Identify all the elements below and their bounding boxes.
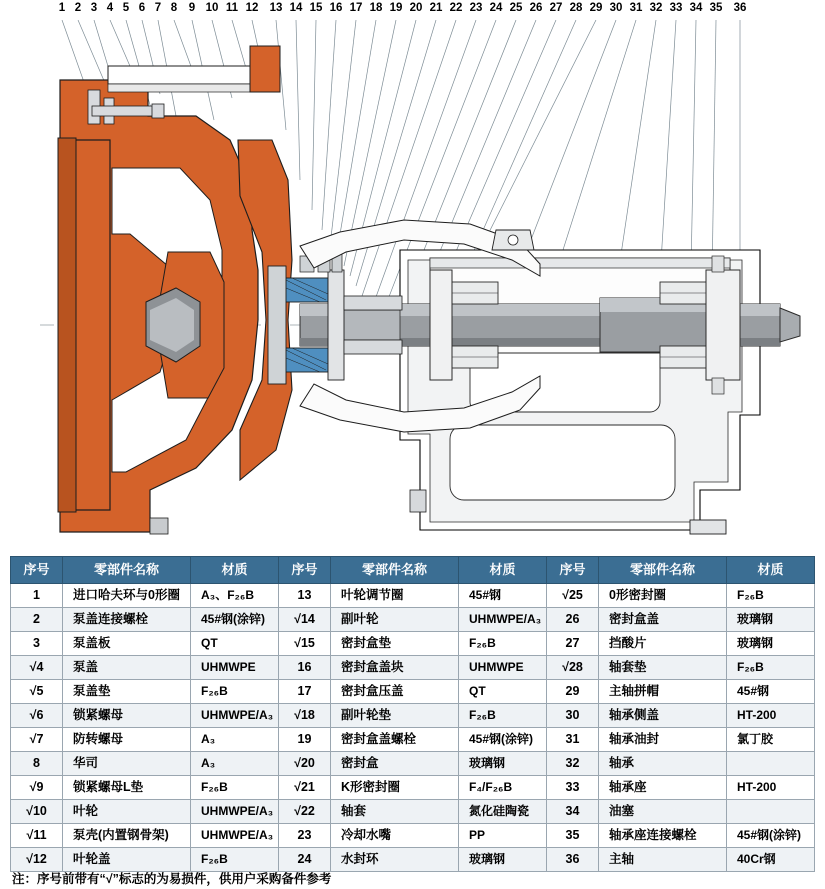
wear-part-check-icon: √ <box>294 708 301 722</box>
part-name: 进口哈夫环与0形圈 <box>63 584 191 608</box>
table-row <box>11 800 815 824</box>
wear-part-check-icon: √ <box>29 708 37 722</box>
wear-part-check-icon: √ <box>29 780 37 794</box>
part-number: 26 <box>547 608 599 632</box>
callout-number-27: 27 <box>549 2 563 14</box>
part-name: 副叶轮 <box>331 608 459 632</box>
part-number: √5 <box>11 680 63 704</box>
part-name: 0形密封圈 <box>599 584 727 608</box>
part-name: 叶轮盖 <box>63 848 191 872</box>
part-number: √11 <box>11 824 63 848</box>
callout-number-24: 24 <box>489 2 503 14</box>
callout-number-3: 3 <box>90 2 98 14</box>
callout-number-33: 33 <box>669 2 683 14</box>
header-name-3: 零部件名称 <box>599 557 727 584</box>
table-row <box>11 848 815 872</box>
part-number: 23 <box>279 824 331 848</box>
callout-number-34: 34 <box>689 2 703 14</box>
part-number: 33 <box>547 776 599 800</box>
callout-number-15: 15 <box>309 2 323 14</box>
header-no-3: 序号 <box>547 557 599 584</box>
header-no-2: 序号 <box>279 557 331 584</box>
part-material: F₂₆B <box>727 656 815 680</box>
part-material: HT-200 <box>727 776 815 800</box>
header-material-2: 材质 <box>459 557 547 584</box>
part-material: 氮化硅陶瓷 <box>459 800 547 824</box>
callout-number-11: 11 <box>225 2 239 14</box>
callout-number-19: 19 <box>389 2 403 14</box>
part-number: 31 <box>547 728 599 752</box>
callout-number-8: 8 <box>170 2 178 14</box>
callout-number-16: 16 <box>329 2 343 14</box>
part-material: 40Cr钢 <box>727 848 815 872</box>
part-material: F₂₆B <box>191 680 279 704</box>
callout-number-14: 14 <box>289 2 303 14</box>
callout-number-9: 9 <box>188 2 196 14</box>
part-number: 3 <box>11 632 63 656</box>
part-material: QT <box>191 632 279 656</box>
callout-number-28: 28 <box>569 2 583 14</box>
part-number: 17 <box>279 680 331 704</box>
callout-number-26: 26 <box>529 2 543 14</box>
wear-part-check-icon: √ <box>294 804 301 818</box>
table-row <box>11 776 815 800</box>
wear-part-check-icon: √ <box>294 780 301 794</box>
part-number: 24 <box>279 848 331 872</box>
part-material: HT-200 <box>727 704 815 728</box>
part-number: √25 <box>547 584 599 608</box>
part-name: 泵壳(内置钢骨架) <box>63 824 191 848</box>
header-material-1: 材质 <box>191 557 279 584</box>
part-name: 泵盖垫 <box>63 680 191 704</box>
part-material: QT <box>459 680 547 704</box>
part-number: √9 <box>11 776 63 800</box>
part-name: 泵盖连接螺栓 <box>63 608 191 632</box>
table-row <box>11 632 815 656</box>
part-name: 冷却水嘴 <box>331 824 459 848</box>
callout-number-20: 20 <box>409 2 423 14</box>
part-number: 13 <box>279 584 331 608</box>
part-name: 密封盒垫 <box>331 632 459 656</box>
wear-part-check-icon: √ <box>26 852 33 866</box>
part-material: 45#钢(涂锌) <box>191 608 279 632</box>
part-material: 玻璃钢 <box>727 608 815 632</box>
header-name-1: 零部件名称 <box>63 557 191 584</box>
callout-number-18: 18 <box>369 2 383 14</box>
part-material: 45#钢(涂锌) <box>727 824 815 848</box>
wear-part-check-icon: √ <box>26 804 33 818</box>
part-name: 密封盒盖块 <box>331 656 459 680</box>
table-row <box>11 608 815 632</box>
table-row <box>11 824 815 848</box>
part-material: 45#钢(涂锌) <box>459 728 547 752</box>
part-name: 叶轮调节圈 <box>331 584 459 608</box>
part-material: UHMWPE <box>459 656 547 680</box>
part-number: √12 <box>11 848 63 872</box>
part-material: F₂₆B <box>727 584 815 608</box>
part-material: UHMWPE/A₃ <box>191 824 279 848</box>
part-material: 玻璃钢 <box>459 848 547 872</box>
part-number: 1 <box>11 584 63 608</box>
part-material: A₃ <box>191 728 279 752</box>
part-material: 玻璃钢 <box>727 632 815 656</box>
part-name: 密封盒盖螺栓 <box>331 728 459 752</box>
part-number: 8 <box>11 752 63 776</box>
part-name: 锁紧螺母 <box>63 704 191 728</box>
part-material: A₃、F₂₆B <box>191 584 279 608</box>
parts-table-body <box>11 584 815 872</box>
part-name: 主轴 <box>599 848 727 872</box>
table-header-row <box>11 557 815 584</box>
part-name: 锁紧螺母L垫 <box>63 776 191 800</box>
table-row <box>11 680 815 704</box>
part-number: 2 <box>11 608 63 632</box>
part-name: 密封盒 <box>331 752 459 776</box>
part-number: 32 <box>547 752 599 776</box>
header-name-2: 零部件名称 <box>331 557 459 584</box>
part-material: A₃ <box>191 752 279 776</box>
part-number: 19 <box>279 728 331 752</box>
part-name: 泵盖板 <box>63 632 191 656</box>
wear-part-check-icon: √ <box>29 732 37 746</box>
part-number: √28 <box>547 656 599 680</box>
part-name: 华司 <box>63 752 191 776</box>
part-name: 水封环 <box>331 848 459 872</box>
callout-number-4: 4 <box>106 2 114 14</box>
wear-part-check-icon: √ <box>562 588 569 602</box>
header-material-3: 材质 <box>727 557 815 584</box>
table-row <box>11 752 815 776</box>
part-name: 密封盒盖 <box>599 608 727 632</box>
part-name: 挡酸片 <box>599 632 727 656</box>
part-material: 玻璃钢 <box>459 752 547 776</box>
part-number: √4 <box>11 656 63 680</box>
wear-part-check-icon: √ <box>562 660 569 674</box>
parts-table <box>10 556 815 872</box>
part-material: 45#钢 <box>727 680 815 704</box>
callout-number-10: 10 <box>205 2 219 14</box>
callout-number-13: 13 <box>269 2 283 14</box>
part-number: 34 <box>547 800 599 824</box>
wear-part-check-icon: √ <box>29 660 37 674</box>
part-number: 35 <box>547 824 599 848</box>
part-name: 油塞 <box>599 800 727 824</box>
callout-number-2: 2 <box>74 2 82 14</box>
part-name: 轴承座连接螺栓 <box>599 824 727 848</box>
part-material: UHMWPE/A₃ <box>191 800 279 824</box>
footnote: 注：序号前带有“√”标志的为易损件，供用户采购备件参考 <box>12 872 332 886</box>
callout-number-7: 7 <box>154 2 162 14</box>
table-row <box>11 728 815 752</box>
callout-number-6: 6 <box>138 2 146 14</box>
part-name: 副叶轮垫 <box>331 704 459 728</box>
part-material <box>727 800 815 824</box>
table-row <box>11 656 815 680</box>
wear-part-check-icon: √ <box>26 828 34 842</box>
callout-number-30: 30 <box>609 2 623 14</box>
part-material <box>727 752 815 776</box>
part-name: 密封盒压盖 <box>331 680 459 704</box>
table-row <box>11 584 815 608</box>
callout-number-21: 21 <box>429 2 443 14</box>
callout-number-5: 5 <box>122 2 130 14</box>
part-number: √10 <box>11 800 63 824</box>
part-number: √20 <box>279 752 331 776</box>
wear-part-check-icon: √ <box>294 756 301 770</box>
callout-number-12: 12 <box>245 2 259 14</box>
part-number: 30 <box>547 704 599 728</box>
callout-number-32: 32 <box>649 2 663 14</box>
part-number: √6 <box>11 704 63 728</box>
part-name: 主轴拼帽 <box>599 680 727 704</box>
part-number: 27 <box>547 632 599 656</box>
part-material: UHMWPE/A₃ <box>459 608 547 632</box>
part-name: 轴套垫 <box>599 656 727 680</box>
part-name: 叶轮 <box>63 800 191 824</box>
part-material: 氯丁胶 <box>727 728 815 752</box>
callout-number-29: 29 <box>589 2 603 14</box>
part-number: √22 <box>279 800 331 824</box>
part-name: 轴套 <box>331 800 459 824</box>
wear-part-check-icon: √ <box>29 684 37 698</box>
callout-number-17: 17 <box>349 2 363 14</box>
callout-number-1: 1 <box>58 2 66 14</box>
part-number: 16 <box>279 656 331 680</box>
part-name: 防转螺母 <box>63 728 191 752</box>
part-number: √18 <box>279 704 331 728</box>
part-name: 轴承座 <box>599 776 727 800</box>
part-material: PP <box>459 824 547 848</box>
callout-number-row <box>0 2 825 22</box>
part-number: √21 <box>279 776 331 800</box>
table-row <box>11 704 815 728</box>
callout-number-31: 31 <box>629 2 643 14</box>
callout-number-36: 36 <box>733 2 747 14</box>
callout-number-23: 23 <box>469 2 483 14</box>
part-name: 轴承 <box>599 752 727 776</box>
wear-part-check-icon: √ <box>294 612 301 626</box>
header-no-1: 序号 <box>11 557 63 584</box>
part-name: K形密封圈 <box>331 776 459 800</box>
part-material: UHMWPE <box>191 656 279 680</box>
callout-number-22: 22 <box>449 2 463 14</box>
part-name: 泵盖 <box>63 656 191 680</box>
part-material: 45#钢 <box>459 584 547 608</box>
wear-part-check-icon: √ <box>294 636 301 650</box>
part-name: 轴承油封 <box>599 728 727 752</box>
pump-cross-section-drawing <box>0 20 825 550</box>
part-number: √14 <box>279 608 331 632</box>
part-material: UHMWPE/A₃ <box>191 704 279 728</box>
part-material: F₂₆B <box>459 632 547 656</box>
part-material: F₄/F₂₆B <box>459 776 547 800</box>
parts-list-table <box>10 556 815 872</box>
part-name: 轴承侧盖 <box>599 704 727 728</box>
part-number: 36 <box>547 848 599 872</box>
part-material: F₂₆B <box>191 776 279 800</box>
part-material: F₂₆B <box>191 848 279 872</box>
part-number: √15 <box>279 632 331 656</box>
callout-number-25: 25 <box>509 2 523 14</box>
part-number: √7 <box>11 728 63 752</box>
part-number: 29 <box>547 680 599 704</box>
part-material: F₂₆B <box>459 704 547 728</box>
callout-number-35: 35 <box>709 2 723 14</box>
